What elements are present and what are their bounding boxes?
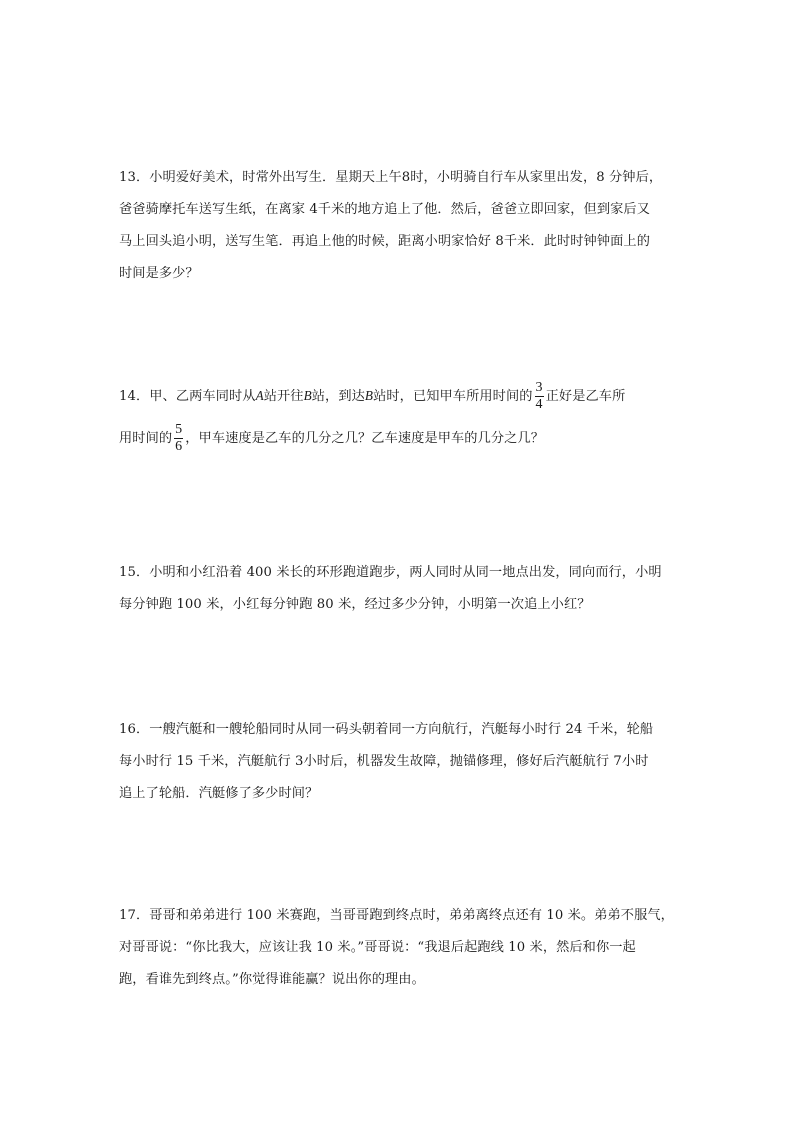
problem-17-line-2: 对哥哥说：“你比我大，应该让我 10 米。”哥哥说：“我退后起跑线 10 米，然后和你一起 bbox=[119, 940, 636, 955]
station-b-variable-2: B bbox=[364, 388, 374, 403]
fraction-denominator: 4 bbox=[535, 397, 543, 412]
problem-15-line-2: 每分钟跑 100 米，小红每分钟跑 80 米，经过多少分钟，小明第一次追上小红？ bbox=[119, 597, 591, 612]
problem-14-text-a: 14．甲、乙两车同时从 bbox=[119, 389, 256, 404]
problem-13-line-1: 13．小明爱好美术，时常外出写生．星期天上午8时，小明骑自行车从家里出发，8 分钟后， bbox=[119, 170, 663, 185]
fraction-denominator: 6 bbox=[175, 439, 183, 454]
problem-16-line-1: 16．一艘汽艇和一艘轮船同时从同一码头朝着同一方向航行，汽艇每小时行 24 千米，轮船 bbox=[119, 722, 654, 737]
problem-14-text-f: 用时间的 bbox=[119, 431, 173, 446]
problem-16-line-3: 追上了轮船．汽艇修了多少时间？ bbox=[119, 786, 319, 801]
problem-13-line-4: 时间是多少？ bbox=[119, 266, 199, 281]
fraction-numerator: 5 bbox=[175, 422, 183, 437]
problem-15-line-1: 15．小明和小红沿着 400 米长的环形跑道跑步，两人同时从同一地点出发，同向而行，小明 bbox=[119, 565, 662, 580]
station-a-variable: A bbox=[255, 388, 264, 403]
fraction-numerator: 3 bbox=[535, 380, 543, 395]
fraction-three-quarters bbox=[535, 380, 544, 413]
station-b-variable: B bbox=[303, 388, 312, 403]
problem-17-line-3: 跑，看谁先到终点。”你觉得谁能赢？说出你的理由。 bbox=[119, 972, 425, 987]
problem-14-text-g: ，甲车速度是乙车的几分之几？乙车速度是甲车的几分之几？ bbox=[185, 431, 545, 446]
problem-13-line-3: 马上回头追小明，送写生笔．再追上他的时候，距离小明家恰好 8千米．此时时钟钟面上的 bbox=[119, 234, 650, 249]
fraction-five-sixths bbox=[174, 422, 183, 455]
problem-14-line-1 bbox=[119, 380, 625, 413]
problem-14-text-b: 站开往 bbox=[263, 389, 304, 404]
problem-17-line-1: 17．哥哥和弟弟进行 100 米赛跑，当哥哥跑到终点时，弟弟离终点还有 10 米。弟弟不服气， bbox=[119, 908, 674, 923]
problem-14-text-d: 站时，已知甲车所用时间的 bbox=[373, 389, 533, 404]
problem-16-line-2: 每小时行 15 千米，汽艇航行 3小时后，机器发生故障，抛锚修理，修好后汽艇航行 7小时 bbox=[119, 754, 649, 769]
problem-14-text-c: 站，到达 bbox=[311, 389, 365, 404]
problem-13-line-2: 爸爸骑摩托车送写生纸，在离家 4千米的地方追上了他．然后，爸爸立即回家，但到家后又 bbox=[119, 202, 650, 217]
problem-14-line-2 bbox=[119, 422, 544, 455]
problem-14-text-e: 正好是乙车所 bbox=[545, 389, 626, 404]
